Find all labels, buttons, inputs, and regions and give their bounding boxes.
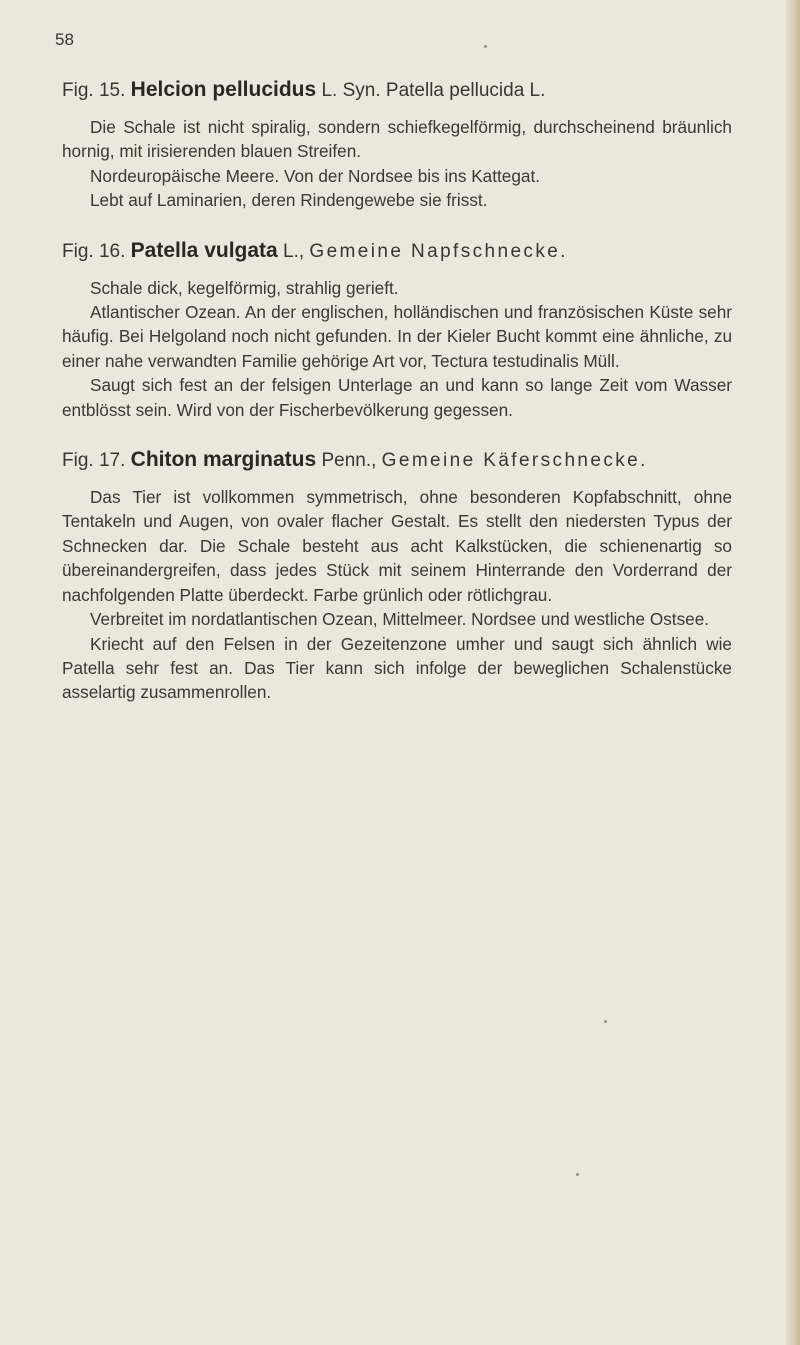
page-number: 58 xyxy=(55,30,74,49)
author: L., xyxy=(277,240,310,262)
figure-number: Fig. 15. xyxy=(62,80,126,101)
paragraph: Lebt auf Laminarien, deren Rindengewebe sie frisst. xyxy=(90,190,488,211)
page-body xyxy=(62,78,732,731)
paragraph: Atlantischer Ozean. An der englischen, holländischen und französischen Küste sehr häufig. Bei Helgoland noch nicht gefunden. In der Kieler Bucht kommt eine ähnliche, zu einer nahe verwandten Familie gehörige Art vor, Tectura testudinalis Müll. xyxy=(62,302,732,371)
species-name: Helcion pellucidus xyxy=(130,78,317,101)
species-name: Chiton marginatus xyxy=(130,448,317,472)
paragraph: Verbreitet im nordatlantischen Ozean, Mittelmeer. Nordsee und westliche Ostsee. xyxy=(90,609,710,630)
paragraph: Saugt sich fest an der felsigen Unterlage an und kann so lange Zeit vom Wasser entblösst sein. Wird von der Fischerbevölkerung gegessen. xyxy=(62,375,732,420)
paragraph: Das Tier ist vollkommen symmetrisch, ohne besonderen Kopfabschnitt, ohne Tentakeln und Augen, von ovaler flacher Gestalt. Es stellt den niedersten Typus der Schnecken dar. Die Schale besteht aus acht Kalkstücken, die schienenartig so übereinandergreifen, dass jedes Stück mit seinem Hinterrande den Vorderrand der nachfolgenden Platte überdeckt. Farbe grünlich oder rötlichgrau. xyxy=(62,487,732,605)
paragraph: Nordeuropäische Meere. Von der Nordsee bis ins Kattegat. xyxy=(90,165,540,186)
paragraph: Schale dick, kegelförmig, strahlig gerieft. xyxy=(90,277,399,298)
page-edge xyxy=(786,0,800,1345)
paragraph: Die Schale ist nicht spiralig, sondern schiefkegelförmig, durchscheinend bräunlich hornig, mit irisierenden blauen Streifen. xyxy=(62,117,732,162)
figure-number: Fig. 17. xyxy=(62,450,126,472)
entry-fig-16 xyxy=(62,239,732,422)
common-name: Gemeine Käferschnecke. xyxy=(381,450,648,472)
entry-heading xyxy=(62,448,732,473)
paper-speck xyxy=(576,1173,579,1176)
entry-heading xyxy=(62,239,732,264)
paper-speck xyxy=(484,45,487,48)
figure-number: Fig. 16. xyxy=(62,240,126,262)
entry-heading xyxy=(62,78,732,103)
common-name: Gemeine Napfschnecke. xyxy=(309,240,568,262)
species-name: Patella vulgata xyxy=(130,238,278,262)
paragraph: Kriecht auf den Felsen in der Gezeitenzone umher und saugt sich ähnlich wie Patella sehr fest an. Das Tier kann sich infolge der beweglichen Schalenstücke asselartig zusammenrollen. xyxy=(62,633,732,703)
entry-fig-15 xyxy=(62,78,732,213)
paper-speck xyxy=(604,1020,607,1023)
entry-fig-17 xyxy=(62,448,732,705)
author-synonym: L. Syn. Patella pellucida L. xyxy=(316,80,546,101)
author: Penn., xyxy=(316,450,382,472)
